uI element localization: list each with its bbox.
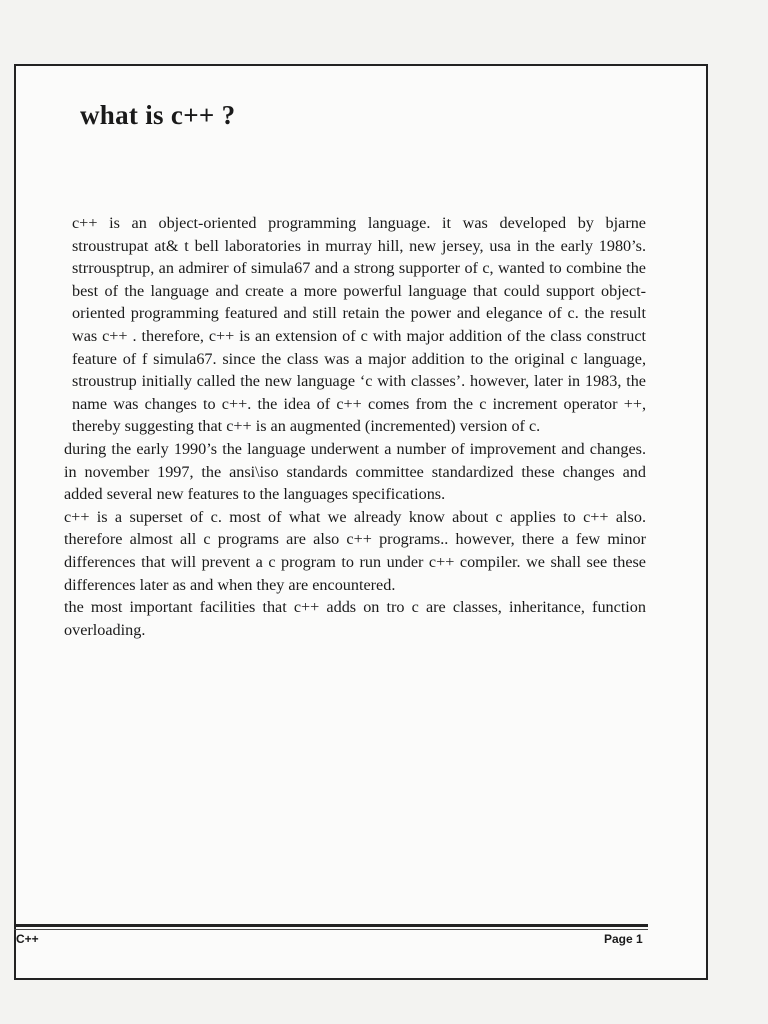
footer-rule [14, 924, 648, 927]
paragraph-2: during the early 1990’s the language underwent a number of improvement and changes. in november 1997, the ansi\iso standards committee standardized these changes and added several new features to the languages specifications. [64, 439, 646, 504]
footer-page-number: Page 1 [604, 932, 643, 946]
body-text [64, 212, 646, 641]
page-title: what is c++ ? [80, 100, 236, 130]
paragraph-1: c++ is an object-oriented programming language. it was developed by bjarne stroustrupat at& t bell laboratories in murray hill, new jersey, usa in the early 1980’s. strrousptrup, an admirer of simula67 and a strong supporter of c, wanted to combine the best of the language and create a more powerful language that could support object-oriented programming featured and still retain the power and elegance of c. the result was c++ . therefore, c++ is an extension of c with major addition of the class construct feature of f simula67. since the class was a major addition to the original c language, stroustrup initially called the new language ‘c with classes’. however, later in 1983, the name was changes to c++. the idea of c++ comes from the c increment operator ++, thereby suggesting that c++ is an augmented (incremented) version of c. [72, 214, 646, 436]
paragraph-4: the most important facilities that c++ adds on tro c are classes, inheritance, function overloading. [64, 598, 646, 639]
paragraph-3: c++ is a superset of c. most of what we already know about c applies to c++ also. therefore almost all c programs are also c++ programs.. however, there a few minor differences that will prevent a c program to run under c++ compiler. we shall see these differences later as and when they are encountered. [64, 507, 646, 594]
footer-course-label: C++ [16, 932, 39, 946]
footer-rule-thin [14, 929, 648, 930]
